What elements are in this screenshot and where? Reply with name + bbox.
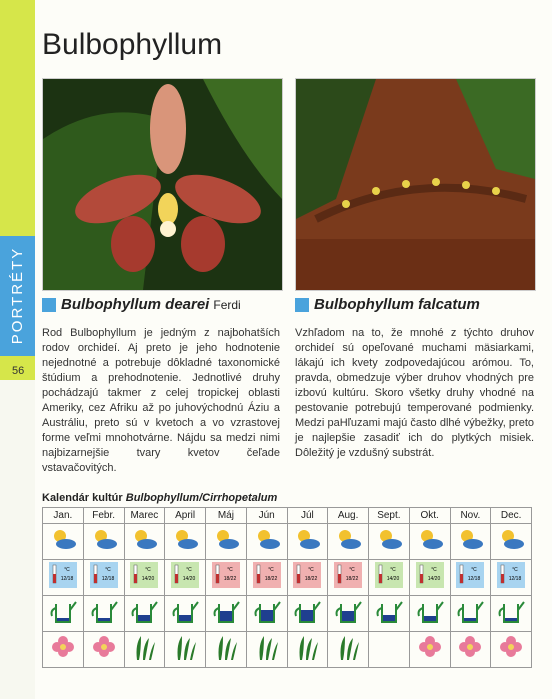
sun-cloud-icon [252,524,282,554]
watering-can-icon [333,596,363,626]
svg-text:°C: °C [430,567,437,573]
svg-text:°C: °C [104,567,111,573]
leaf-icon [333,632,363,662]
svg-text:°C: °C [64,567,70,573]
leaf-icon [170,632,200,662]
light-cell [328,524,369,560]
leaf-icon [211,632,241,662]
watering-cell [491,596,532,632]
watering-cell [206,596,247,632]
watering-cell [287,596,328,632]
caption-dearei: Bulbophyllum dearei Ferdi [42,296,241,313]
caption-marker [295,298,309,312]
thermometer-icon [170,560,200,590]
sun-cloud-icon [333,524,363,554]
month-3: April [165,508,206,524]
sun-cloud-icon [496,524,526,554]
month-0: Jan. [43,508,84,524]
svg-text:°C: °C [512,567,518,573]
svg-text:°C: °C [471,567,478,573]
leaf-icon [252,632,282,662]
temperature-cell [409,560,450,596]
svg-text:°C: °C [186,567,192,573]
temperature-label: 14/20 [142,576,155,582]
photo-bulbophyllum-dearei [42,78,283,291]
paragraph-left: Rod Bulbophyllum je jedným z najbohatších rodov orchideí. Aj preto je jeho hodnotenie nejednotné a potrebuje dôkladné taxonomické štúdium a prehodnotenie. Jednotlivé druhy pochádzajú takmer z celej tropickej oblasti Ameriky, cez Afriku až po juhovýchodnú Áziu a Austráliu, preto sú v kvetoch a vo vzrastovej forme veľmi mnohotvárne. Nájdu sa medzi nimi najbizarnejšie tvary kvetov čeľade vstavačovitých. [42,327,280,474]
month-10: Nov. [450,508,491,524]
watering-cell [328,596,369,632]
calendar-title: Kalendár kultúr Bulbophyllum/Cirrhopetalum [42,492,278,504]
temperature-cell [328,560,369,596]
thermometer-icon [496,560,526,590]
temperature-label: 14/20 [182,576,196,582]
flower-icon [415,632,445,662]
flowering-cell [165,632,206,668]
temperature-cell [124,560,165,596]
sun-cloud-icon [374,524,404,554]
thermometer-icon [89,560,119,590]
thermometer-icon [374,560,404,590]
watering-can-icon [129,596,159,626]
thermometer-icon [252,560,282,590]
sun-cloud-icon [48,524,78,554]
svg-text:°C: °C [349,567,355,573]
thermometer-icon [211,560,241,590]
flowering-cell [83,632,124,668]
temperature-label: 12/18 [60,576,74,582]
svg-text:°C: °C [390,567,396,573]
page-title: Bulbophyllum [42,28,223,61]
month-7: Aug. [328,508,369,524]
sun-cloud-icon [211,524,241,554]
sun-cloud-icon [170,524,200,554]
light-cell [43,524,84,560]
light-cell [409,524,450,560]
svg-text:°C: °C [267,567,274,573]
light-cell [369,524,410,560]
month-2: Marec [124,508,165,524]
watering-cell [369,596,410,632]
temperature-label: 18/22 [345,576,359,582]
flower-icon [89,632,119,662]
sun-cloud-icon [89,524,119,554]
temperature-label: 14/20 [427,576,440,582]
flower-icon [496,632,526,662]
temperature-label: 18/22 [305,576,318,582]
light-cell [491,524,532,560]
watering-can-icon [292,596,322,626]
sun-cloud-icon [292,524,322,554]
thermometer-icon [455,560,485,590]
sun-cloud-icon [415,524,445,554]
light-cell [165,524,206,560]
leaf-icon [129,632,159,662]
watering-can-icon [415,596,445,626]
month-8: Sept. [369,508,410,524]
photo-bulbophyllum-falcatum [295,78,536,291]
month-1: Febr. [83,508,124,524]
watering-can-icon [252,596,282,626]
flowering-cell [369,632,410,668]
svg-text:°C: °C [308,567,315,573]
thermometer-icon [333,560,363,590]
svg-text:°C: °C [145,567,152,573]
light-cell [206,524,247,560]
flower-icon [48,632,78,662]
flowering-cell [409,632,450,668]
watering-cell [409,596,450,632]
light-cell [450,524,491,560]
watering-cell [450,596,491,632]
temperature-label: 18/22 [223,576,237,582]
watering-can-icon [211,596,241,626]
watering-cell [246,596,287,632]
flowering-cell [206,632,247,668]
light-cell [83,524,124,560]
watering-can-icon [48,596,78,626]
thermometer-icon [415,560,445,590]
thermometer-icon [292,560,322,590]
thermometer-icon [48,560,78,590]
watering-cell [124,596,165,632]
light-cell [124,524,165,560]
sun-cloud-icon [455,524,485,554]
paragraph-right: Vzhľadom na to, že mnohé z týchto druhov orchideí sú opeľované muchami mäsiarkami, lákajú ich kvety zodpovedajúcou arómou. To, pravda, obmedzuje výber druhov vhodných pre izbovú kultúru. Skoro všetky druhy vhodné na pestovanie potrebujú temperované podmienky. Medzi paHľuzami majú často dlhé výbežky, preto je najlepšie zasadiť ich do plytkých misiek. Dôležitý je vzdušný substrát. [295,327,534,459]
flowering-cell [491,632,532,668]
month-4: Máj [206,508,247,524]
temperature-label: 18/22 [264,576,277,582]
watering-can-icon [455,596,485,626]
temperature-label: 12/18 [508,576,522,582]
month-9: Okt. [409,508,450,524]
watering-cell [165,596,206,632]
flowering-cell [450,632,491,668]
leaf-icon [292,632,322,662]
watering-can-icon [374,596,404,626]
watering-cell [83,596,124,632]
month-5: Jún [246,508,287,524]
section-label: PORTRÉTY [9,246,26,344]
month-11: Dec. [491,508,532,524]
temperature-cell [43,560,84,596]
watering-can-icon [170,596,200,626]
temperature-label: 12/18 [468,576,481,582]
svg-text:°C: °C [227,567,233,573]
temperature-cell [369,560,410,596]
temperature-cell [246,560,287,596]
flowering-cell [246,632,287,668]
caption-falcatum: Bulbophyllum falcatum [295,296,480,313]
month-6: Júl [287,508,328,524]
temperature-label: 12/18 [101,576,114,582]
light-cell [287,524,328,560]
temperature-label: 14/20 [386,576,400,582]
flower-icon [455,632,485,662]
sun-cloud-icon [129,524,159,554]
flowering-cell [124,632,165,668]
watering-cell [43,596,84,632]
light-cell [246,524,287,560]
watering-can-icon [89,596,119,626]
caption-marker [42,298,56,312]
flowering-cell [287,632,328,668]
flowering-cell [43,632,84,668]
page-number: 56 [12,365,25,377]
flowering-cell [328,632,369,668]
temperature-cell [206,560,247,596]
temperature-cell [165,560,206,596]
temperature-cell [287,560,328,596]
temperature-cell [450,560,491,596]
watering-can-icon [496,596,526,626]
culture-calendar [42,507,532,668]
side-accent-green [0,0,35,236]
temperature-cell [83,560,124,596]
thermometer-icon [129,560,159,590]
temperature-cell [491,560,532,596]
